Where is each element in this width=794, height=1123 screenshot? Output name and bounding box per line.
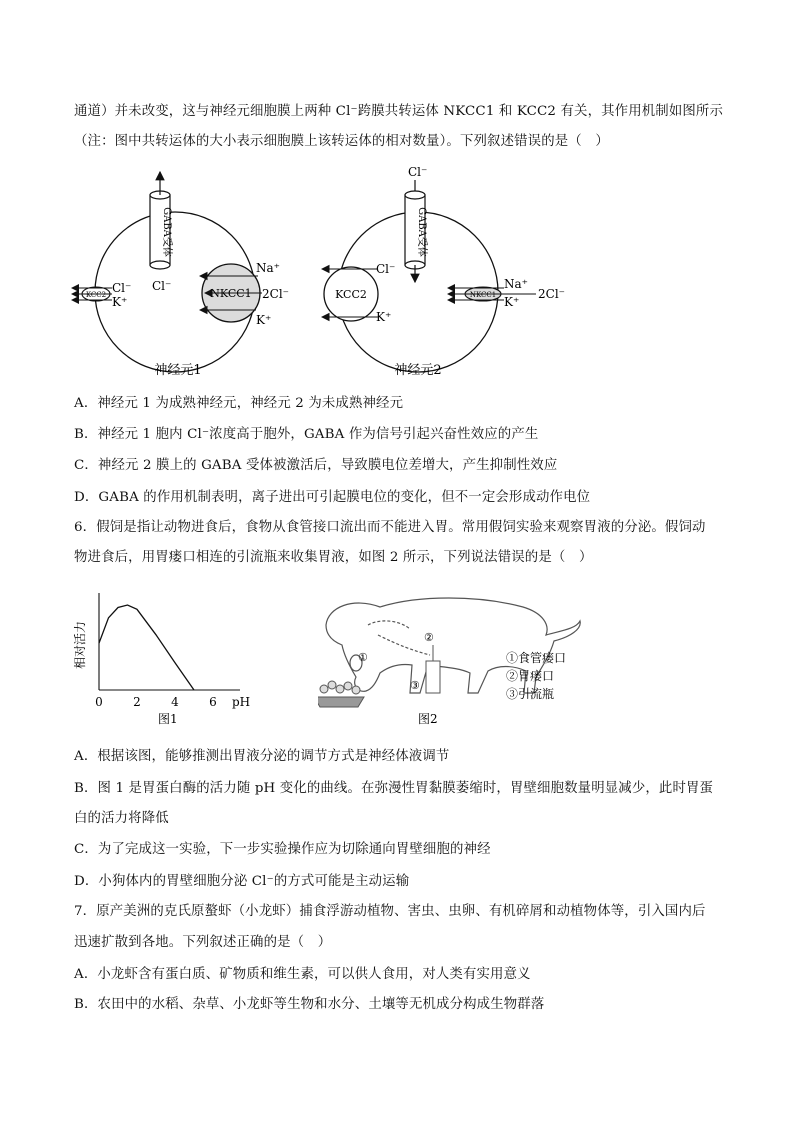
q7-stem-line-1: 7．原产美洲的克氏原螯虾（小龙虾）捕食浮游动植物、害虫、虫卵、有机碎屑和动植物体等，引入国内后 [74,904,706,919]
cl-label-n2-kcc2: Cl⁻ [376,262,396,276]
dog-sham-feeding-figure [318,585,618,735]
cl-label-n1: Cl⁻ [152,279,172,293]
k-label-n2: K⁺ [504,295,520,309]
na-label-n2: Na⁺ [504,277,528,291]
two-cl-label-n2: 2Cl⁻ [538,287,565,301]
svg-text:GABA受体: GABA受体 [416,207,427,257]
svg-text:NKCC1: NKCC1 [210,287,252,300]
paragraph-line-2: （注：图中共转运体的大小表示细胞膜上该转运体的相对数量）。下列叙述错误的是（ ） [74,134,609,149]
q5-option-c: C．神经元 2 膜上的 GABA 受体被激活后，导致膜电位差增大，产生抑制性效应 [74,458,558,473]
chart-ylabel: 相对活力 [73,620,87,670]
svg-text:KCC2: KCC2 [85,291,107,299]
figure-1-caption: 图1 [158,712,178,726]
q6-option-b-line-2: 白的活力将降低 [74,811,169,826]
x-tick-label: 0 [95,695,103,709]
neuron-2-label: 神经元2 [394,363,442,378]
svg-text:GABA受体: GABA受体 [161,207,172,257]
gaba-receptor-1 [150,191,174,269]
q7-option-a: A．小龙虾含有蛋白质、矿物质和维生素，可以供人食用，对人类有实用意义 [74,967,531,982]
q7-option-b: B．农田中的水稻、杂草、小龙虾等生物和水分、土壤等无机成分构成生物群落 [74,997,545,1012]
q7-stem-line-2: 迅速扩散到各地。下列叙述正确的是（ ） [74,935,332,950]
neuron-figure [0,160,794,390]
q5-option-d: D．GABA 的作用机制表明，离子进出可引起膜电位的变化，但不一定会形成动作电位 [74,490,591,505]
k-label-n1: K⁺ [256,313,272,327]
cl-label-n1-kcc2: Cl⁻ [112,281,132,295]
activity-curve [99,605,194,690]
paragraph-line-1: 通道）并未改变，这与神经元细胞膜上两种 Cl⁻跨膜共转运体 NKCC1 和 KCC2 有关，其作用机制如图所示 [74,104,723,119]
legend-esophageal-fistula: ①食管瘘口 [506,651,567,665]
legend-drainage-bottle: ③引流瓶 [506,687,555,701]
gaba-receptor-2 [405,191,429,269]
drainage-bottle [426,645,440,693]
q6-stem-line-1: 6．假饲是指让动物进食后，食物从食管接口流出而不能进入胃。常用假饲实验来观察胃液的分泌。假饲动 [74,520,706,535]
mark-1: ① [358,651,368,664]
mark-3: ③ [410,679,420,692]
q6-stem-line-2: 物进食后，用胃瘘口相连的引流瓶来收集胃液，如图 2 所示，下列说法错误的是（ ） [74,550,593,565]
cl-label-n2-top: Cl⁻ [408,165,428,179]
x-tick-label: 6 [209,695,217,709]
neuron-1-label: 神经元1 [154,363,202,378]
q6-option-b-line-1: B．图 1 是胃蛋白酶的活力随 pH 变化的曲线。在弥漫性胃黏膜萎缩时，胃壁细胞数量明显减少，此时胃蛋 [74,781,714,796]
svg-text:KCC2: KCC2 [335,288,367,301]
chart-xlabel: pH [232,695,251,709]
x-tick-label: 2 [133,695,141,709]
k-label-n1-kcc2: K⁺ [112,295,128,309]
mark-2: ② [424,631,434,644]
figure-2-caption: 图2 [418,712,438,726]
k-label-n2-kcc2: K⁺ [376,310,392,324]
enzyme-activity-chart [70,585,260,735]
legend-gastric-fistula: ②胃瘘口 [506,669,555,683]
q5-option-b: B．神经元 1 胞内 Cl⁻浓度高于胞外，GABA 作为信号引起兴奋性效应的产生 [74,427,539,442]
svg-text:NKCC1: NKCC1 [469,291,497,299]
q6-option-a: A．根据该图，能够推测出胃液分泌的调节方式是神经体液调节 [74,749,450,764]
q6-option-d: D．小狗体内的胃壁细胞分泌 Cl⁻的方式可能是主动运输 [74,874,410,889]
na-label-n1: Na⁺ [256,261,280,275]
q5-option-a: A．神经元 1 为成熟神经元，神经元 2 为未成熟神经元 [74,396,404,411]
x-tick-label: 4 [171,695,179,709]
food-bowl [318,681,364,707]
two-cl-label-n1: 2Cl⁻ [262,287,289,301]
q6-option-c: C．为了完成这一实验，下一步实验操作应为切除通向胃壁细胞的神经 [74,842,491,857]
